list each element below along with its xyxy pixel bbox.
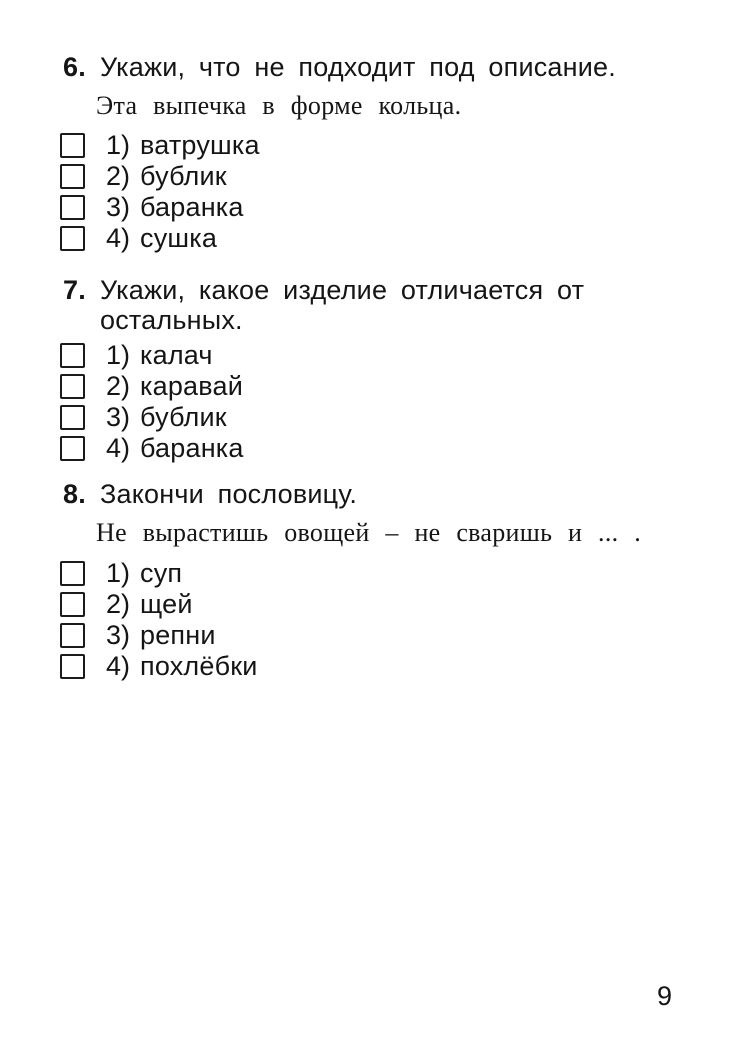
option-label: репни bbox=[140, 620, 216, 650]
question-number: 6. bbox=[63, 52, 86, 82]
option-number: 1) bbox=[106, 130, 131, 160]
option-label: калач bbox=[140, 340, 213, 370]
question-7 bbox=[60, 275, 688, 464]
question-text: Укажи, что не подходит под описание. bbox=[100, 52, 616, 82]
question-8-options bbox=[60, 558, 688, 682]
question-number: 7. bbox=[63, 275, 86, 305]
page-number: 9 bbox=[656, 981, 672, 1011]
question-description: Не вырастишь овощей – не сваришь и ... . bbox=[96, 518, 642, 547]
option-row bbox=[60, 402, 688, 433]
option-row bbox=[60, 340, 688, 371]
answer-checkbox[interactable] bbox=[60, 654, 85, 679]
answer-checkbox[interactable] bbox=[60, 133, 85, 158]
answer-checkbox[interactable] bbox=[60, 164, 85, 189]
answer-checkbox[interactable] bbox=[60, 592, 85, 617]
option-row bbox=[60, 433, 688, 464]
option-row bbox=[60, 589, 688, 620]
option-label: бублик bbox=[140, 402, 227, 432]
option-number: 2) bbox=[106, 589, 131, 619]
answer-checkbox[interactable] bbox=[60, 561, 85, 586]
option-number: 1) bbox=[106, 558, 131, 588]
answer-checkbox[interactable] bbox=[60, 374, 85, 399]
option-label: ватрушка bbox=[140, 130, 260, 160]
option-number: 4) bbox=[106, 651, 131, 681]
option-row bbox=[60, 223, 688, 254]
option-label: баранка bbox=[140, 433, 244, 463]
answer-checkbox[interactable] bbox=[60, 226, 85, 251]
answer-checkbox[interactable] bbox=[60, 343, 85, 368]
question-number: 8. bbox=[63, 479, 86, 509]
question-description: Эта выпечка в форме кольца. bbox=[96, 91, 462, 120]
question-text: Укажи, какое изделие отличается от остальных. bbox=[100, 275, 585, 335]
option-row bbox=[60, 371, 688, 402]
question-8-header bbox=[60, 479, 688, 509]
answer-checkbox[interactable] bbox=[60, 405, 85, 430]
answer-checkbox[interactable] bbox=[60, 436, 85, 461]
option-row bbox=[60, 192, 688, 223]
option-number: 1) bbox=[106, 340, 131, 370]
question-text: Закончи пословицу. bbox=[100, 479, 358, 509]
option-row bbox=[60, 558, 688, 589]
option-number: 3) bbox=[106, 402, 131, 432]
option-label: баранка bbox=[140, 192, 244, 222]
option-row bbox=[60, 161, 688, 192]
option-row bbox=[60, 651, 688, 682]
option-label: суп bbox=[140, 558, 183, 588]
question-8 bbox=[60, 479, 688, 682]
option-label: сушка bbox=[140, 223, 218, 253]
question-6-header bbox=[60, 52, 688, 82]
option-number: 3) bbox=[106, 192, 131, 222]
option-row bbox=[60, 620, 688, 651]
option-label: бублик bbox=[140, 161, 227, 191]
question-6-options bbox=[60, 130, 688, 254]
option-label: каравай bbox=[140, 371, 243, 401]
option-number: 2) bbox=[106, 371, 131, 401]
option-number: 3) bbox=[106, 620, 131, 650]
answer-checkbox[interactable] bbox=[60, 195, 85, 220]
option-row bbox=[60, 130, 688, 161]
option-number: 4) bbox=[106, 223, 131, 253]
question-6 bbox=[60, 52, 688, 254]
option-label: похлёбки bbox=[140, 651, 258, 681]
page-content bbox=[60, 52, 688, 682]
option-label: щей bbox=[140, 589, 193, 619]
question-7-header bbox=[60, 275, 688, 335]
option-number: 2) bbox=[106, 161, 131, 191]
question-7-options bbox=[60, 340, 688, 464]
answer-checkbox[interactable] bbox=[60, 623, 85, 648]
option-number: 4) bbox=[106, 433, 131, 463]
